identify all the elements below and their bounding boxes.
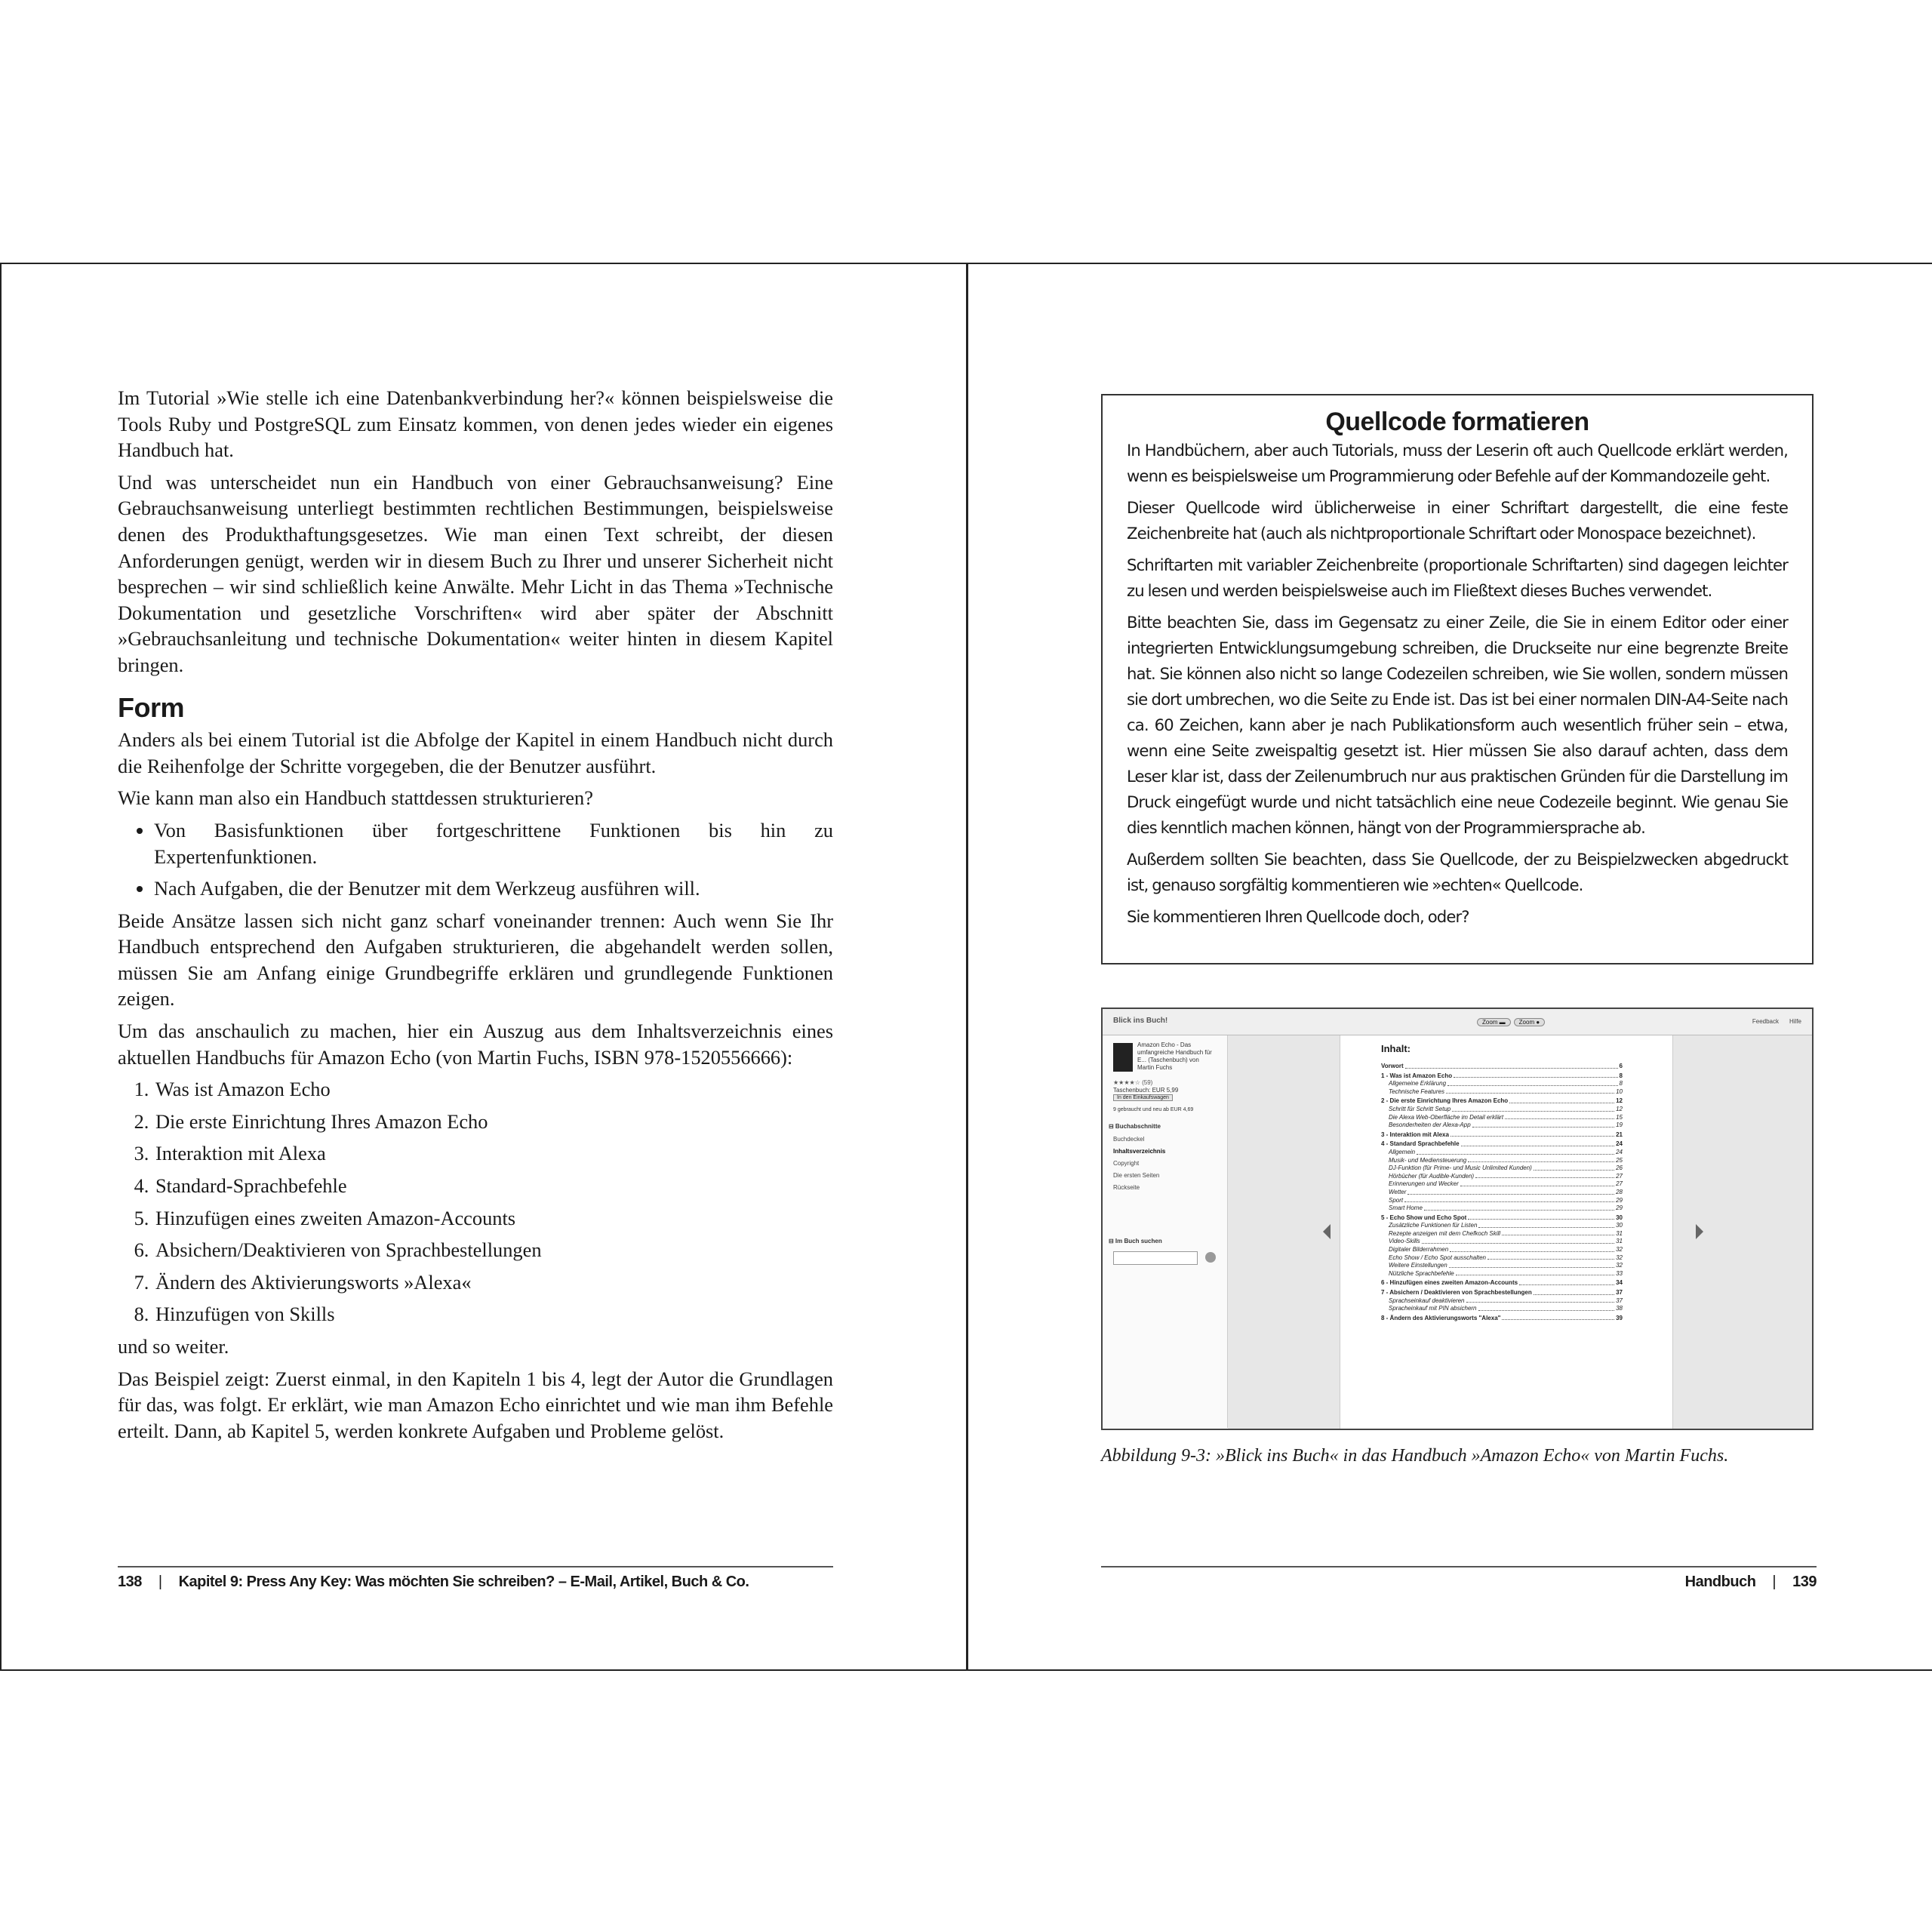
- toc-row: [1381, 1254, 1623, 1263]
- toc-leader-dots: [1407, 1189, 1614, 1195]
- toc-leader-dots: [1461, 1140, 1615, 1146]
- toc-entry-page: 19: [1616, 1121, 1623, 1129]
- page-viewer: [1228, 1035, 1814, 1430]
- toc-entry-page: 12: [1616, 1097, 1623, 1105]
- toc-entry-page: 37: [1616, 1289, 1623, 1297]
- toc-entry-page: 6: [1619, 1063, 1623, 1069]
- list-item: 3. Interaktion mit Alexa: [154, 1140, 833, 1167]
- toc-leader-dots: [1466, 1297, 1615, 1303]
- toc-leader-dots: [1405, 1063, 1618, 1069]
- book-cover-thumbnail: [1113, 1043, 1133, 1072]
- paragraph: und so weiter.: [118, 1335, 229, 1358]
- book-search-input: [1113, 1251, 1198, 1265]
- toc-leader-dots: [1456, 1270, 1614, 1276]
- toc-row: [1381, 1262, 1623, 1270]
- toc-entry-page: 30: [1616, 1222, 1623, 1229]
- toc-leader-dots: [1417, 1149, 1614, 1155]
- toc-row: [1381, 1305, 1623, 1313]
- book-spread: [0, 263, 1932, 1671]
- add-to-cart-button: In den Einkaufswagen: [1113, 1094, 1173, 1101]
- toc-row: [1381, 1279, 1623, 1287]
- toc-entry-page: 8: [1619, 1080, 1623, 1088]
- toc-entry-title: 8 - Ändern des Aktivierungsworts "Alexa": [1381, 1314, 1501, 1321]
- toc-leader-dots: [1519, 1279, 1614, 1285]
- toc-leader-dots: [1424, 1204, 1614, 1211]
- sections-list: [1113, 1134, 1204, 1194]
- toc-leader-dots: [1478, 1305, 1615, 1311]
- toc-entry-page: 39: [1616, 1314, 1623, 1321]
- toc-entry-title: Spracheinkauf mit PIN absichern: [1389, 1305, 1477, 1312]
- bullet-list: [118, 817, 833, 902]
- toc-entry-title: Smart Home: [1389, 1204, 1423, 1212]
- list-item: 2. Die erste Einrichtung Ihres Amazon Echo: [154, 1109, 833, 1135]
- toc-row: [1381, 1180, 1623, 1189]
- toc-entry-title: Allgemeine Erklärung: [1389, 1080, 1447, 1088]
- section-item: Buchdeckel: [1113, 1136, 1145, 1143]
- list-item: 5. Hinzufügen eines zweiten Amazon-Accounts: [154, 1205, 833, 1232]
- toc-leader-dots: [1502, 1230, 1614, 1236]
- viewer-toolbar: [1103, 1009, 1812, 1035]
- book-title: Amazon Echo - Das umfangreiche Handbuch für E... (Taschenbuch) von Martin Fuchs: [1137, 1041, 1212, 1071]
- blick-ins-buch-screenshot: [1101, 1008, 1814, 1430]
- toc-leader-dots: [1404, 1197, 1614, 1203]
- toc-entry-page: 15: [1616, 1113, 1623, 1121]
- toc-entry-title: Echo Show / Echo Spot ausschalten: [1389, 1254, 1486, 1261]
- toc-leader-dots: [1451, 1131, 1614, 1137]
- section-item: Inhaltsverzeichnis: [1113, 1148, 1166, 1155]
- used-offers: 9 gebraucht und neu ab EUR 4,69: [1113, 1107, 1194, 1112]
- box-paragraph: Schriftarten mit variabler Zeichenbreite (proportionale Schriftarten) sind dagegen leichter zu lesen und werden beispielsweise auch im Fließtext dieses Buches verwendet.: [1127, 555, 1788, 600]
- toc-leader-dots: [1534, 1164, 1614, 1171]
- toc-row: [1381, 1097, 1623, 1106]
- toc-entry-title: Sport: [1389, 1196, 1404, 1204]
- toc-entry-page: 31: [1616, 1229, 1623, 1237]
- figure-caption: Abbildung 9-3: »Blick ins Buch« in das Handbuch »Amazon Echo« von Martin Fuchs.: [1101, 1446, 1729, 1466]
- box-title: Quellcode formatieren: [1325, 408, 1589, 436]
- toc-entry-page: 24: [1616, 1148, 1623, 1155]
- list-item: • Von Basisfunktionen über fortgeschrittene Funktionen bis hin zu Expertenfunktionen.: [154, 817, 833, 869]
- numbered-list: [118, 1076, 833, 1327]
- toc-entry-title: 4 - Standard Sprachbefehle: [1381, 1140, 1460, 1148]
- page-number: 139: [1792, 1574, 1817, 1590]
- toc-leader-dots: [1447, 1080, 1618, 1086]
- toc-leader-dots: [1509, 1097, 1614, 1103]
- paragraph: Das Beispiel zeigt: Zuerst einmal, in den Kapiteln 1 bis 4, legt der Autor die Grundlagen für das, was folgt. Er erklärt, wie man Amazon Echo einrichtet und wie man ihm Befehle erteilt. Dann, ab Kapitel 5, werden konkrete Aufgaben und Probleme gelöst.: [118, 1367, 833, 1442]
- toc-leader-dots: [1502, 1315, 1614, 1321]
- toc-row: [1381, 1289, 1623, 1297]
- toc-entry-page: 31: [1616, 1238, 1623, 1245]
- box-paragraph: In Handbüchern, aber auch Tutorials, muss der Leserin oft auch Quellcode erklärt werden, wenn es beispielsweise um Programmierung oder Befehle auf der Kommandozeile geht.: [1127, 441, 1788, 485]
- toc-entry-page: 38: [1616, 1305, 1623, 1312]
- zoom-out-button: Zoom ▬: [1477, 1018, 1511, 1026]
- toc-row: [1381, 1315, 1623, 1323]
- paragraph: Und was unterscheidet nun ein Handbuch von einer Gebrauchsanweisung? Eine Gebrauchsanweisung unterliegt bestimmten rechtlichen Bestimmungen, beispielsweise denen des Produkthaftungsgesetzes. Wie man einen Text schreibt, der diesen Anforderungen genügt, werden wir in diesem Buch zu Ihrer und unserer Sicherheit nicht besprechen – wir sind schließlich keine Anwälte. Mehr Licht in das Thema »Technische Dokumentation und gesetzliche Vorschriften« wird aber später der Abschnitt »Gebrauchsanleitung und technische Dokumentation« weiter hinten in diesem Kapitel bringen.: [118, 470, 833, 676]
- toc-entry-title: Technische Features: [1389, 1088, 1444, 1095]
- toc-entry-title: 5 - Echo Show und Echo Spot: [1381, 1214, 1467, 1221]
- paragraph: Im Tutorial »Wie stelle ich eine Datenbankverbindung her?« können beispielsweise die Tools Ruby und PostgreSQL zum Einsatz kommen, von denen jedes wieder ein eigenes Handbuch hat.: [118, 386, 833, 462]
- footer-separator: |: [1772, 1574, 1777, 1590]
- toc-entry-page: 8: [1619, 1072, 1623, 1079]
- toc-row: [1381, 1270, 1623, 1278]
- toc-entry-title: 2 - Die erste Einrichtung Ihres Amazon Echo: [1381, 1097, 1509, 1105]
- section-item: Copyright: [1113, 1160, 1140, 1167]
- box-paragraph: Bitte beachten Sie, dass im Gegensatz zu einer Zeile, die Sie in einem Editor oder einer integrierten Entwicklungsumgebung schreiben, die Druckseite nur eine begrenzte Breite hat. Sie können also nicht so lange Codezeilen schreiben, wie Sie wollen, sondern müssen sie dort umbrechen, wo die Seite zu Ende ist. Das ist bei einer normalen DIN-A4-Seite nach ca. 60 Zeichen, kann aber je nach Publikationsform auch wesentlich früher sein – etwa, wenn eine Seite zweispaltig gesetzt ist. Hier müssen Sie also darauf achten, dass dem Leser klar ist, dass der Zeilenumbruch nur aus praktischen Gründen für die Darstellung im Druck eingefügt wurde und nicht tatsächlich eine neue Codezeile beginnt. Wie genau Sie dies kenntlich machen können, hängt von der Programmiersprache ab.: [1127, 613, 1788, 837]
- viewer-sidebar: [1103, 1035, 1228, 1428]
- toc-leader-dots: [1468, 1214, 1614, 1220]
- toc-entry-title: Sprachseinkauf deaktivieren: [1389, 1297, 1465, 1304]
- zoom-in-button: Zoom ●: [1514, 1018, 1546, 1026]
- toc-row: [1381, 1189, 1623, 1197]
- toc-row: [1381, 1246, 1623, 1254]
- toc-entry-page: 32: [1616, 1254, 1623, 1261]
- zoom-controls: [1477, 1018, 1545, 1026]
- toc-row: [1381, 1088, 1623, 1097]
- toc-entry-page: 26: [1616, 1164, 1623, 1172]
- toc-entry-title: Schritt für Schritt Setup: [1389, 1105, 1451, 1112]
- toc-row: [1381, 1149, 1623, 1157]
- toc-entry-title: DJ-Funktion (für Prime- und Music Unlimited Kunden): [1389, 1164, 1532, 1172]
- toc-entry-page: 29: [1616, 1204, 1623, 1212]
- toc-leader-dots: [1450, 1246, 1614, 1252]
- next-page-arrow-icon: [1696, 1224, 1703, 1239]
- toc-entry-title: Rezepte anzeigen mit dem Chefkoch Skill: [1389, 1229, 1501, 1237]
- toc-entry-title: Nützliche Sprachbefehle: [1389, 1269, 1454, 1277]
- toc-leader-dots: [1475, 1173, 1614, 1179]
- toc-leader-dots: [1487, 1254, 1614, 1260]
- toc-leader-dots: [1472, 1121, 1614, 1128]
- toc-row: [1381, 1157, 1623, 1165]
- toc-entry-page: 24: [1616, 1140, 1623, 1148]
- toc-entry-title: 7 - Absichern / Deaktivieren von Sprachbestellungen: [1381, 1289, 1532, 1297]
- toc-leader-dots: [1468, 1157, 1614, 1163]
- feedback-link: Feedback: [1752, 1018, 1779, 1025]
- toc-leader-dots: [1478, 1222, 1614, 1228]
- toc-title: Inhalt:: [1381, 1043, 1411, 1054]
- toc-leader-dots: [1446, 1088, 1614, 1094]
- search-heading: ⊟ Im Buch suchen: [1109, 1238, 1162, 1244]
- toc-leader-dots: [1422, 1238, 1614, 1244]
- toc-list: [1381, 1061, 1623, 1322]
- toc-entry-page: 37: [1616, 1297, 1623, 1304]
- list-item: 7. Ändern des Aktivierungsworts »Alexa«: [154, 1269, 833, 1296]
- toc-entry-title: Die Alexa Web-Oberfläche im Detail erklärt: [1389, 1113, 1504, 1121]
- left-footer: [118, 1566, 833, 1601]
- list-item: 8. Hinzufügen von Skills: [154, 1301, 833, 1327]
- toc-entry-page: 28: [1616, 1188, 1623, 1195]
- toc-entry-title: Wetter: [1389, 1188, 1407, 1195]
- box-paragraph: Sie kommentieren Ihren Quellcode doch, oder?: [1127, 907, 1469, 926]
- toc-entry-title: 6 - Hinzufügen eines zweiten Amazon-Accounts: [1381, 1279, 1518, 1287]
- toc-leader-dots: [1449, 1262, 1614, 1268]
- toc-entry-page: 33: [1616, 1269, 1623, 1277]
- toc-row: [1381, 1230, 1623, 1238]
- prev-page-arrow-icon: [1323, 1224, 1331, 1239]
- toc-entry-title: Video-Skills: [1389, 1238, 1420, 1245]
- toc-row: [1381, 1197, 1623, 1205]
- right-page: [968, 264, 1932, 1669]
- box-paragraph: Dieser Quellcode wird üblicherweise in einer Schriftart dargestellt, die eine feste Zeichenbreite hat (auch als nichtproportionale Schriftart oder Monospace bezeichnet).: [1127, 498, 1788, 543]
- left-page: [2, 264, 966, 1669]
- section-item: Die ersten Seiten: [1113, 1172, 1160, 1179]
- toc-row: [1381, 1173, 1623, 1181]
- right-footer: [1101, 1566, 1817, 1601]
- toc-entry-title: Zusätzliche Funktionen für Listen: [1389, 1222, 1478, 1229]
- toc-row: [1381, 1072, 1623, 1081]
- toc-entry-title: Weitere Einstellungen: [1389, 1262, 1447, 1269]
- search-go-icon: [1205, 1252, 1216, 1263]
- toc-entry-page: 21: [1616, 1131, 1623, 1138]
- toc-row: [1381, 1131, 1623, 1140]
- toc-row: [1381, 1114, 1623, 1122]
- left-body: [118, 385, 833, 1450]
- toc-entry-page: 27: [1616, 1180, 1623, 1188]
- paragraph: Wie kann man also ein Handbuch stattdessen strukturieren?: [118, 786, 593, 810]
- toc-leader-dots: [1454, 1072, 1617, 1078]
- toc-row: [1381, 1297, 1623, 1306]
- list-item: 1. Was ist Amazon Echo: [154, 1076, 833, 1103]
- sections-heading: ⊟ Buchabschnitte: [1109, 1123, 1161, 1130]
- box-paragraph: Außerdem sollten Sie beachten, dass Sie Quellcode, der zu Beispielzwecken abgedruckt ist, genauso sorgfältig kommentieren wie »echten« Quellcode.: [1127, 850, 1788, 894]
- toc-entry-title: Hörbücher (für Audible-Kunden): [1389, 1172, 1475, 1180]
- toc-row: [1381, 1140, 1623, 1149]
- toc-row: [1381, 1164, 1623, 1173]
- toc-row: [1381, 1063, 1623, 1071]
- toc-leader-dots: [1452, 1106, 1614, 1112]
- toc-entry-title: Erinnerungen und Wecker: [1389, 1180, 1459, 1188]
- toc-row: [1381, 1106, 1623, 1114]
- viewer-brand: Blick ins Buch!: [1113, 1017, 1168, 1025]
- toc-entry-page: 10: [1616, 1088, 1623, 1095]
- toc-entry-title: Besonderheiten der Alexa-App: [1389, 1121, 1471, 1129]
- toc-entry-title: Vorwort: [1381, 1063, 1404, 1069]
- toc-page: [1340, 1035, 1673, 1430]
- toc-row: [1381, 1214, 1623, 1223]
- toc-row: [1381, 1080, 1623, 1088]
- running-header: Kapitel 9: Press Any Key: Was möchten Sie schreiben? – E-Mail, Artikel, Buch & Co.: [178, 1574, 749, 1590]
- footer-separator: |: [158, 1574, 162, 1590]
- toc-row: [1381, 1222, 1623, 1230]
- toc-entry-title: Digitaler Bilderrahmen: [1389, 1246, 1449, 1254]
- toc-leader-dots: [1460, 1180, 1614, 1186]
- toc-entry-page: 12: [1616, 1105, 1623, 1112]
- list-item: 6. Absichern/Deaktivieren von Sprachbestellungen: [154, 1237, 833, 1263]
- toc-leader-dots: [1505, 1114, 1614, 1120]
- toc-entry-title: 3 - Interaktion mit Alexa: [1381, 1131, 1449, 1138]
- rating: ★★★★☆ (59): [1113, 1079, 1153, 1086]
- toc-leader-dots: [1534, 1289, 1614, 1295]
- paragraph: Beide Ansätze lassen sich nicht ganz scharf voneinander trennen: Auch wenn Sie Ihr Handbuch entsprechend den Aufgaben strukturieren, die abgehandelt werden sollen, müssen Sie am Anfang einige Grundbegriffe erklären und grundlegende Funktionen zeigen.: [118, 909, 833, 1011]
- toc-entry-page: 32: [1616, 1262, 1623, 1269]
- section-item: Rückseite: [1113, 1184, 1140, 1191]
- paragraph: Um das anschaulich zu machen, hier ein Auszug aus dem Inhaltsverzeichnis eines aktuellen Handbuchs für Amazon Echo (von Martin Fuchs, ISBN 978-1520556666):: [118, 1020, 833, 1069]
- toc-entry-title: Musik- und Mediensteuerung: [1389, 1156, 1467, 1164]
- toc-row: [1381, 1121, 1623, 1130]
- info-box: [1101, 394, 1814, 964]
- running-header: Handbuch: [1684, 1574, 1756, 1590]
- help-link: Hilfe: [1789, 1018, 1801, 1025]
- toc-row: [1381, 1204, 1623, 1213]
- list-item: • Nach Aufgaben, die der Benutzer mit dem Werkzeug ausführen will.: [154, 875, 833, 902]
- toc-entry-title: 1 - Was ist Amazon Echo: [1381, 1072, 1453, 1079]
- page-number: 138: [118, 1574, 142, 1590]
- price: Taschenbuch: EUR 5,99: [1113, 1087, 1179, 1094]
- toc-row: [1381, 1238, 1623, 1246]
- toc-entry-title: Allgemein: [1389, 1148, 1416, 1155]
- paragraph: Anders als bei einem Tutorial ist die Abfolge der Kapitel in einem Handbuch nicht durch die Reihenfolge der Schritte vorgegeben, die der Benutzer ausführt.: [118, 728, 833, 777]
- toc-entry-page: 32: [1616, 1246, 1623, 1254]
- toc-entry-page: 27: [1616, 1172, 1623, 1180]
- toc-entry-page: 25: [1616, 1156, 1623, 1164]
- list-item: 4. Standard-Sprachbefehle: [154, 1173, 833, 1199]
- toc-entry-page: 29: [1616, 1196, 1623, 1204]
- toc-entry-page: 34: [1616, 1279, 1623, 1287]
- section-heading: Form: [118, 691, 184, 723]
- toc-entry-page: 30: [1616, 1214, 1623, 1221]
